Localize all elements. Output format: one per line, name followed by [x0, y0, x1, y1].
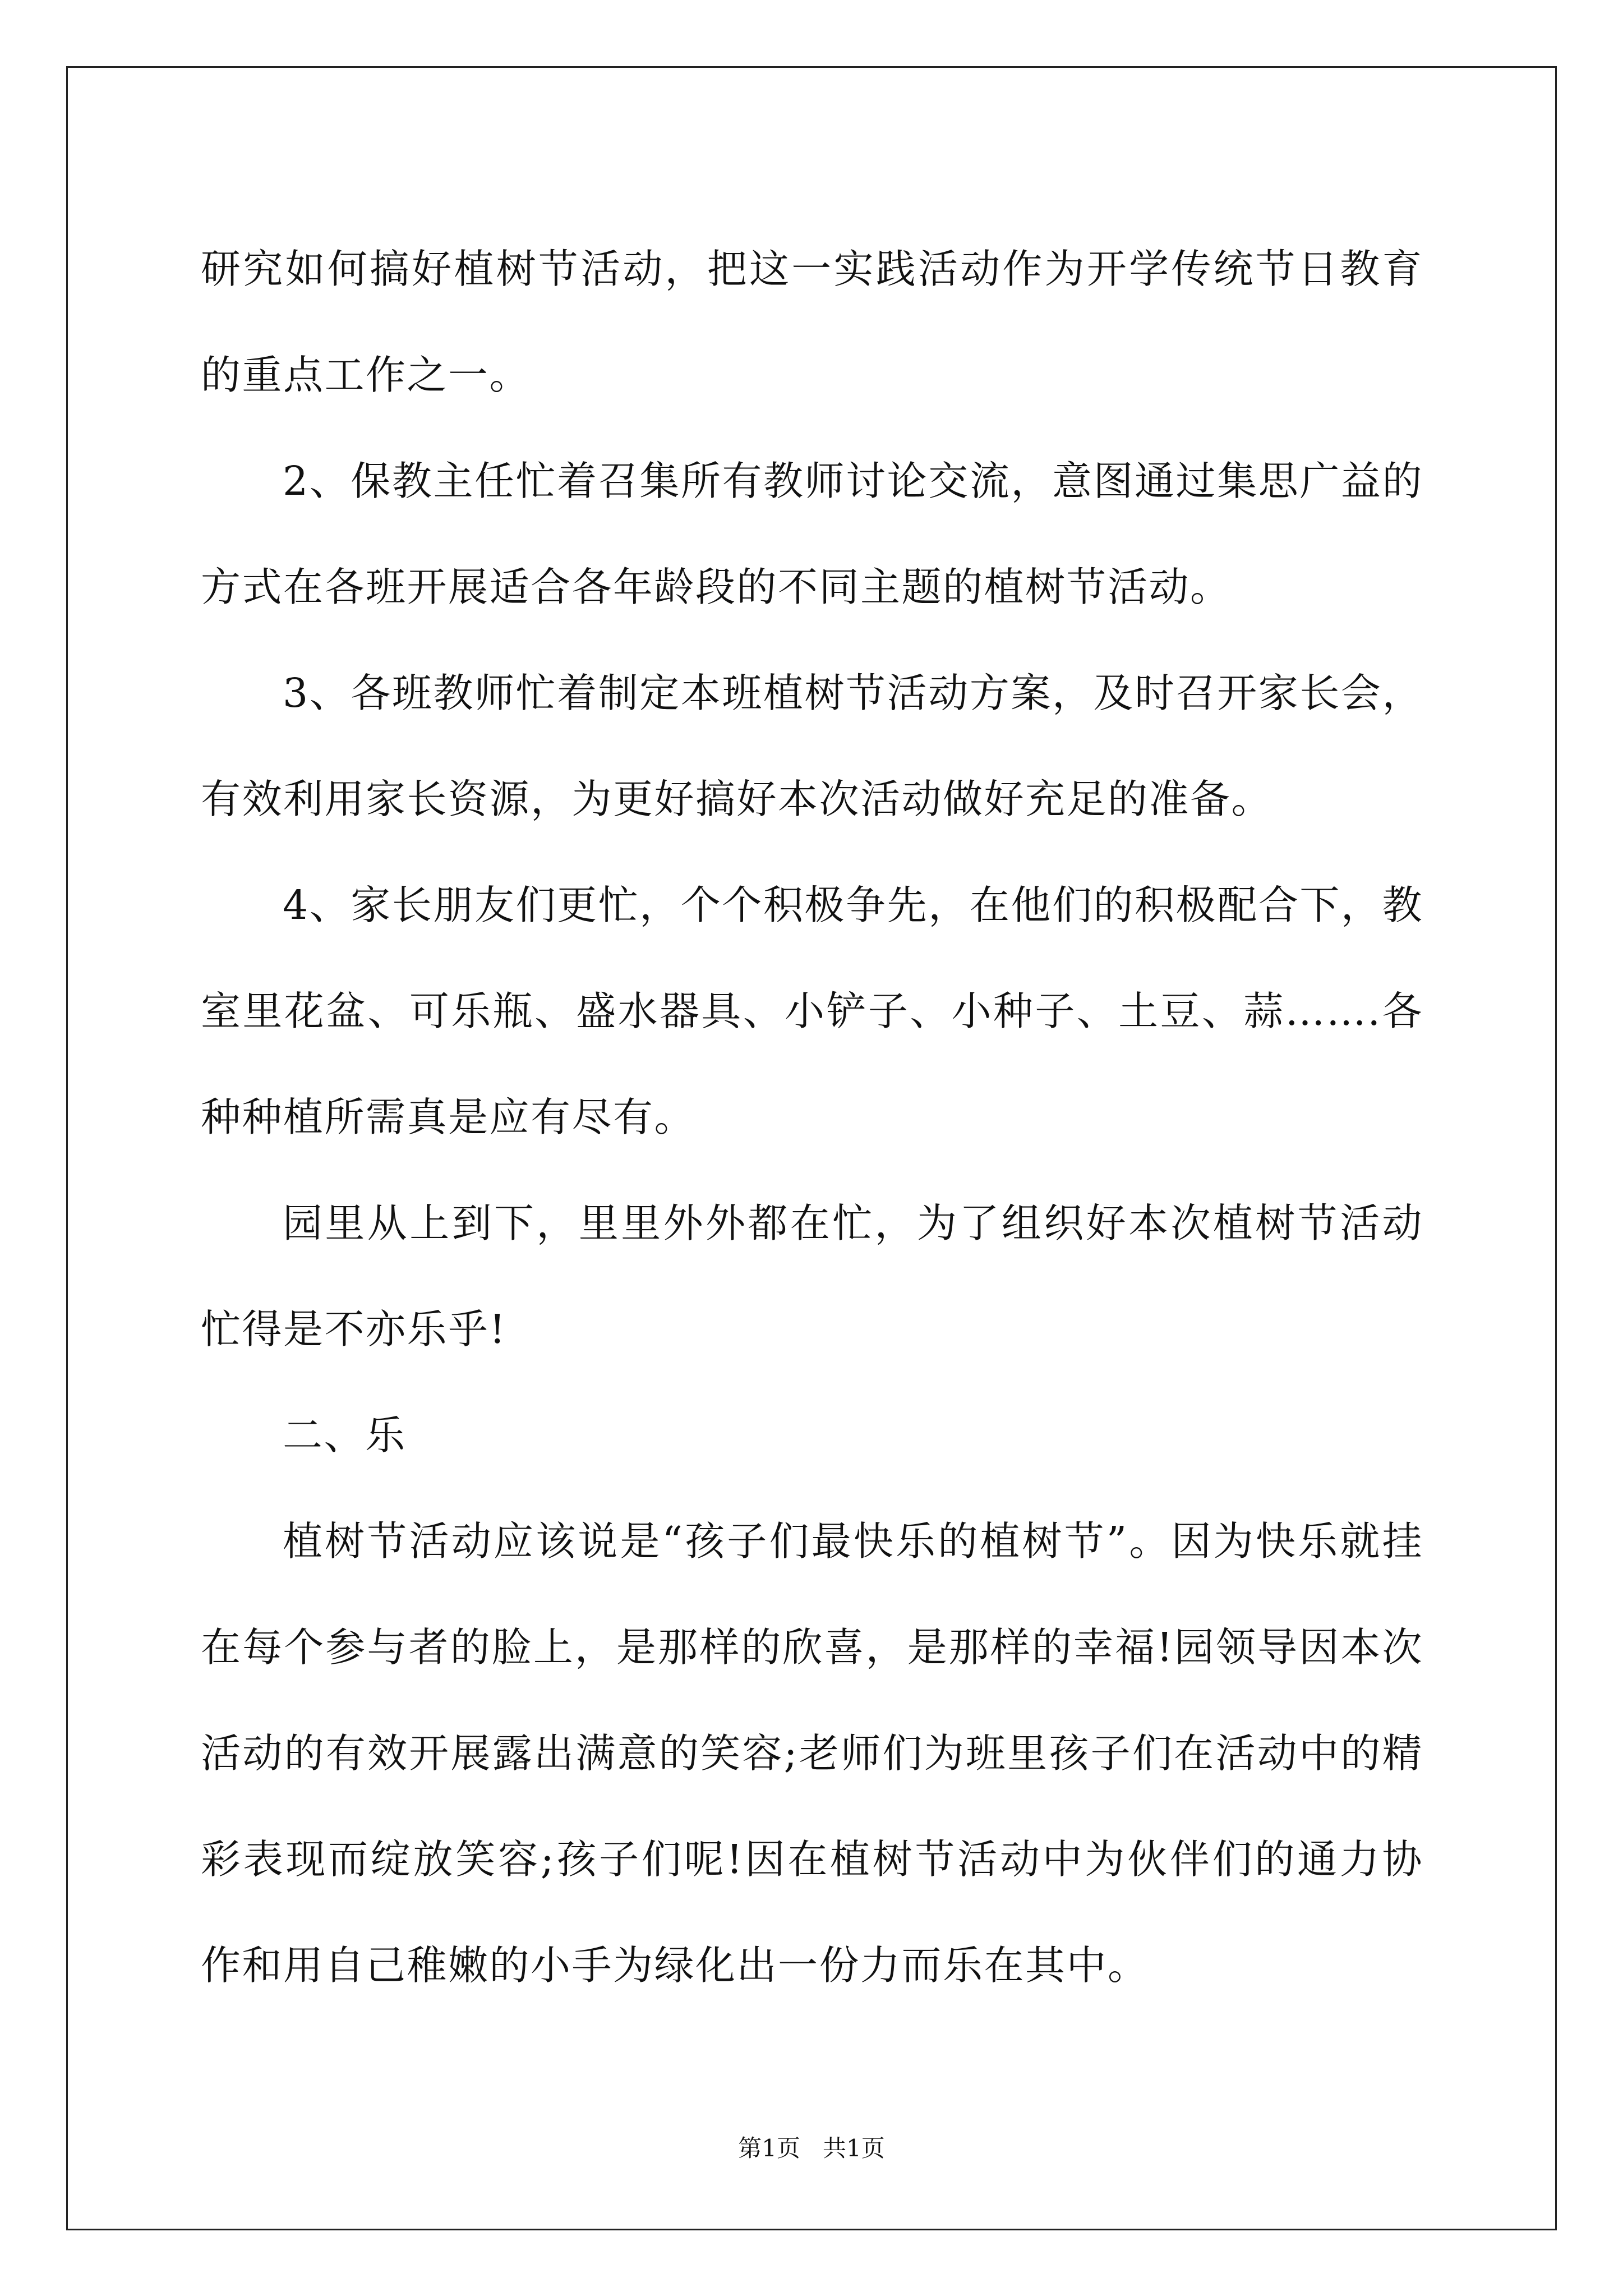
document-body [201, 216, 1423, 2018]
paragraph-4: 4、家长朋友们更忙，个个积极争先，在他们的积极配合下，教室里花盆、可乐瓶、盛水器具、小铲子、小种子、土豆、蒜…….各种种植所需真是应有尽有。 [201, 882, 1423, 1140]
page-number-total: 共1页 [823, 2134, 885, 2162]
page-number-current: 第1页 [738, 2134, 800, 2162]
paragraph-1: 研究如何搞好植树节活动，把这一实践活动作为开学传统节日教育的重点工作之一。 [201, 246, 1423, 398]
page-footer [0, 2132, 1623, 2165]
paragraph-2: 2、保教主任忙着召集所有教师讨论交流，意图通过集思广益的方式在各班开展适合各年龄段的不同主题的植树节活动。 [201, 458, 1423, 610]
section-heading-le: 二、乐 [283, 1412, 407, 1458]
paragraph-5: 园里从上到下，里里外外都在忙，为了组织好本次植树节活动忙得是不亦乐乎! [201, 1200, 1423, 1352]
paragraph-3: 3、各班教师忙着制定本班植树节活动方案，及时召开家长会，有效利用家长资源，为更好搞好本次活动做好充足的准备。 [201, 670, 1423, 822]
paragraph-6: 植树节活动应该说是“孩子们最快乐的植树节”。因为快乐就挂在每个参与者的脸上，是那样的欣喜，是那样的幸福!园领导因本次活动的有效开展露出满意的笑容;老师们为班里孩子们在活动中的精彩表现而绽放笑容;孩子们呢!因在植树节活动中为伙伴们的通力协作和用自己稚嫩的小手为绿化出一份力而乐在其中。 [201, 1518, 1423, 1989]
